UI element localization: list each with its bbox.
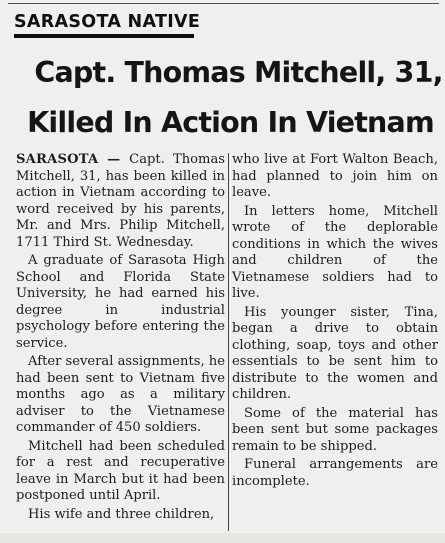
article-paragraph: A graduate of Sarasota High School and Florida State University, he had earned his degree in industrial psychology before entering the service. <box>16 253 225 351</box>
article-paragraph: Mitchell had been scheduled for a rest and recuperative leave in March but it had been postponed until April. <box>16 438 225 503</box>
headline-line-1: Capt. Thomas Mitchell, 31, <box>34 56 443 89</box>
article-column-right <box>232 152 438 490</box>
article-paragraph: Funeral arrangements are incomplete. <box>232 457 438 489</box>
top-border-rule <box>8 3 439 4</box>
article-paragraph: His younger sister, Tina, began a drive to obtain clothing, soap, toys and other essentials to be sent him to distribute to the women and children. <box>232 304 438 402</box>
article-paragraph: After several assignments, he had been sent to Vietnam five months ago as a military adviser to the Vietnamese commander of 450 soldiers. <box>16 354 225 435</box>
article-paragraph <box>16 152 225 251</box>
clipping-bottom-edge <box>0 533 445 543</box>
article-column-left <box>16 152 225 523</box>
dateline: SARASOTA — <box>16 152 130 167</box>
paragraph-text: Capt. Thomas Mitchell, 31, has been killed in action in Vietnam according to word received by his parents, Mr. and Mrs. Philip Mitchell, 1711 Third St. Wednesday. <box>16 152 225 250</box>
article-paragraph: In letters home, Mitchell wrote of the deplorable conditions in which the wives and children of the Vietnamese soldiers had to live. <box>232 203 438 301</box>
article-paragraph: His wife and three children, <box>28 506 215 522</box>
article-paragraph: Some of the material has been sent but some packages remain to be shipped. <box>232 405 438 454</box>
section-kicker: SARASOTA NATIVE <box>14 12 201 32</box>
article-paragraph: who live at Fort Walton Beach, had planned to join him on leave. <box>232 152 438 200</box>
headline-line-2: Killed In Action In Vietnam <box>27 106 434 139</box>
column-divider <box>228 153 229 531</box>
kicker-underline <box>14 34 194 38</box>
